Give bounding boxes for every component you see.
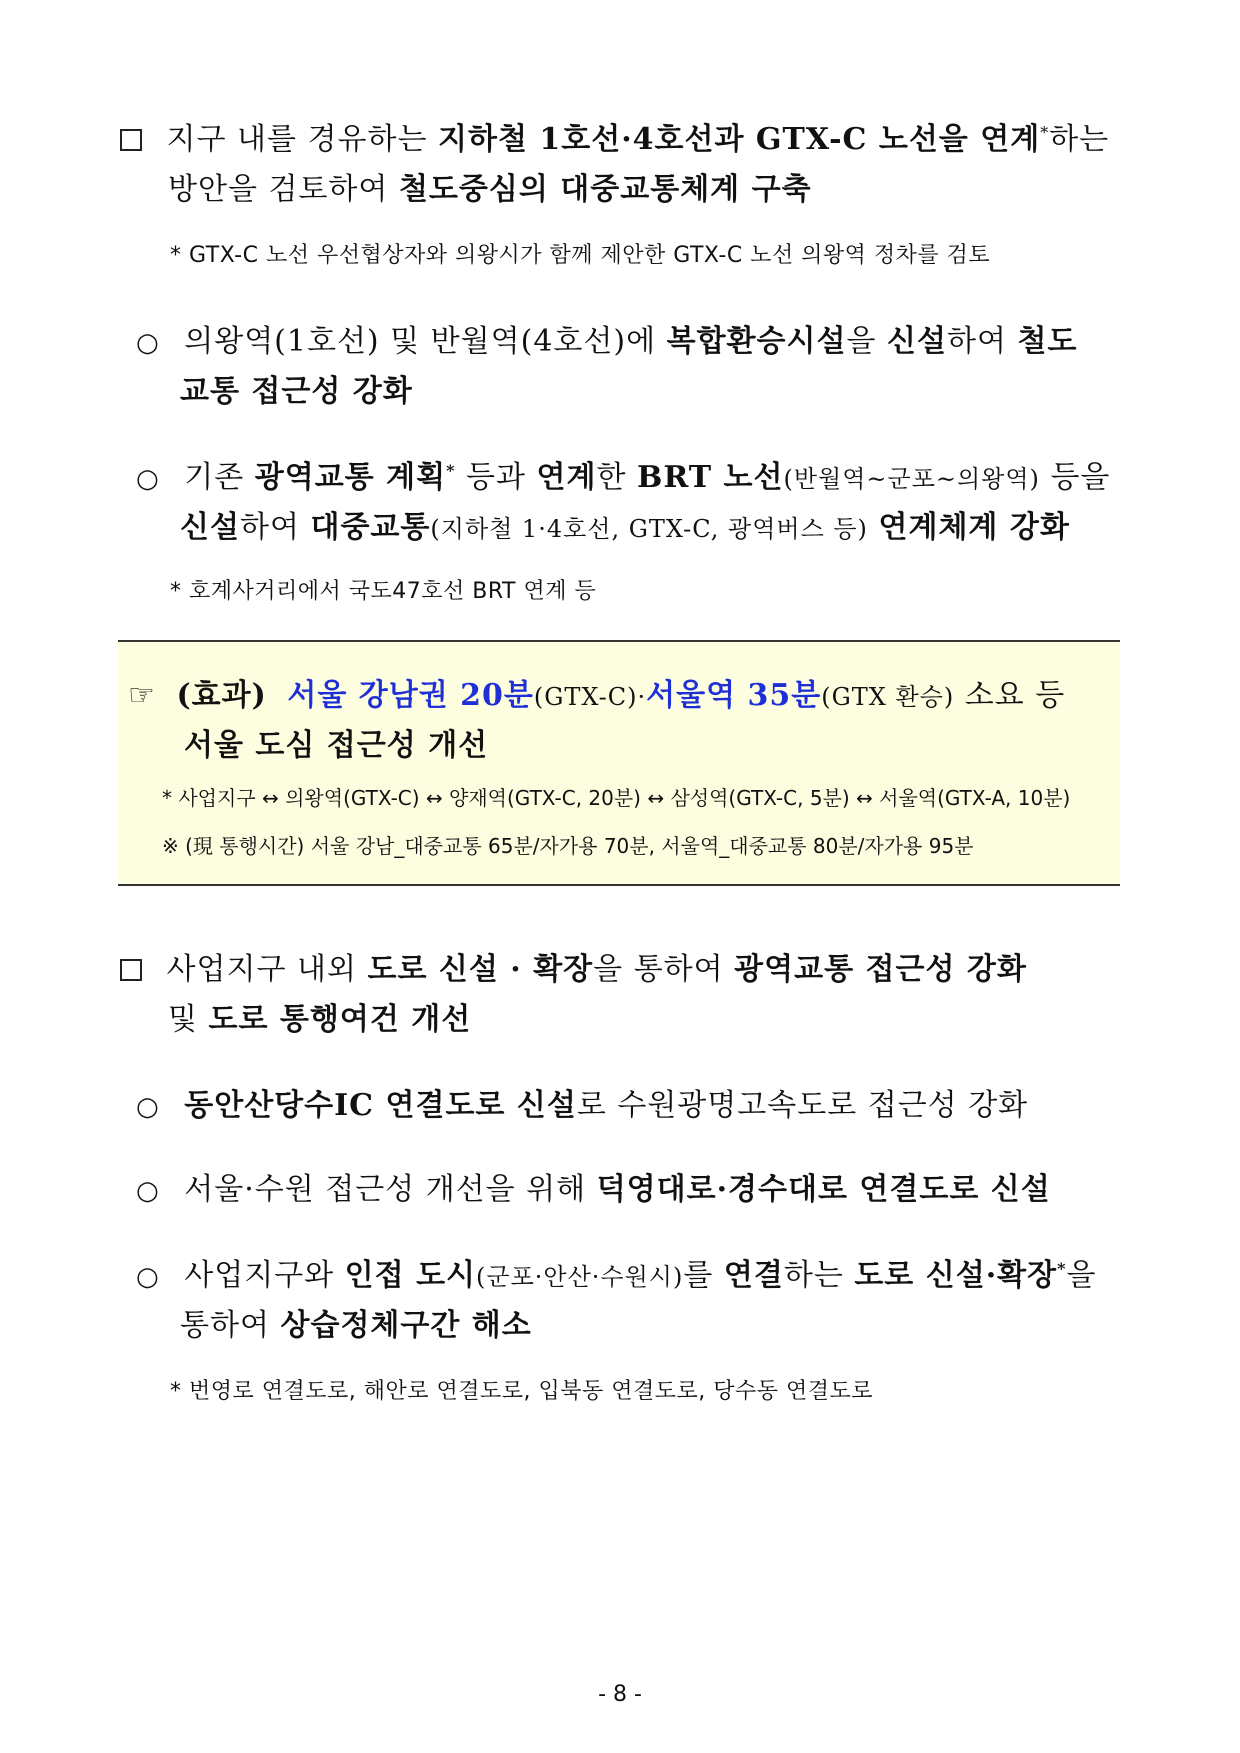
section1-heading-line2: 방안을 검토하여 철도중심의 대중교통체계 구축	[168, 172, 812, 207]
circle-bullet-icon: ○	[136, 1092, 160, 1122]
checkbox-square-icon	[120, 129, 142, 151]
section1-bullet2-line2: 신설하여 대중교통(지하철 1·4호선, GTX-C, 광역버스 등) 연계체계 강화	[180, 510, 1070, 545]
section2-heading-line2: 및 도로 통행여건 개선	[168, 1002, 472, 1037]
section1-bullet2-line1: ○ 기존 광역교통 계획* 등과 연계한 BRT 노선(반월역~군포~의왕역) 등을	[136, 460, 1111, 495]
section2-bullet2: ○ 서울·수원 접근성 개선을 위해 덕영대로·경수대로 연결도로 신설	[136, 1172, 1051, 1207]
effect-line1: ☞ (효과) 서울 강남권 20분(GTX-C)·서울역 35분(GTX 환승) 소요 등	[128, 678, 1066, 713]
section2-bullet3-footnote: * 번영로 연결도로, 해안로 연결도로, 입북동 연결도로, 당수동 연결도로	[170, 1379, 873, 1404]
effect-note1: * 사업지구 ↔ 의왕역(GTX-C) ↔ 양재역(GTX-C, 20분) ↔ 삼성역(GTX-C, 5분) ↔ 서울역(GTX-A, 10분)	[162, 786, 1071, 810]
circle-bullet-icon: ○	[136, 464, 160, 494]
circle-bullet-icon: ○	[136, 1176, 160, 1206]
section1-bullet2-footnote: * 호계사거리에서 국도47호선 BRT 연계 등	[170, 579, 597, 604]
page-number: - 8 -	[598, 1682, 642, 1707]
section2-heading-line1: 사업지구 내외 도로 신설 · 확장을 통하여 광역교통 접근성 강화	[120, 944, 1027, 988]
section2-bullet3-line2: 통하여 상습정체구간 해소	[180, 1308, 532, 1343]
section1-heading-line1: 지구 내를 경유하는 지하철 1호선·4호선과 GTX-C 노선을 연계*하는	[120, 114, 1109, 158]
section1-footnote: * GTX-C 노선 우선협상자와 의왕시가 함께 제안한 GTX-C 노선 의왕역 정차를 검토	[170, 243, 991, 268]
effect-note2: ※ (現 통행시간) 서울 강남_대중교통 65분/자가용 70분, 서울역_대중교통 80분/자가용 95분	[162, 834, 974, 858]
section1-bullet1-line1: ○ 의왕역(1호선) 및 반월역(4호선)에 복합환승시설을 신설하여 철도	[136, 324, 1078, 359]
section1-bullet1-line2: 교통 접근성 강화	[180, 374, 413, 409]
section2-bullet3-line1: ○ 사업지구와 인접 도시(군포·안산·수원시)를 연결하는 도로 신설·확장*을	[136, 1258, 1097, 1293]
pointing-hand-icon: ☞	[128, 678, 156, 713]
effect-line2: 서울 도심 접근성 개선	[184, 728, 489, 763]
section2-bullet1: ○ 동안산당수IC 연결도로 신설로 수원광명고속도로 접근성 강화	[136, 1088, 1029, 1123]
circle-bullet-icon: ○	[136, 1262, 160, 1292]
checkbox-square-icon	[120, 959, 142, 981]
circle-bullet-icon: ○	[136, 328, 160, 358]
